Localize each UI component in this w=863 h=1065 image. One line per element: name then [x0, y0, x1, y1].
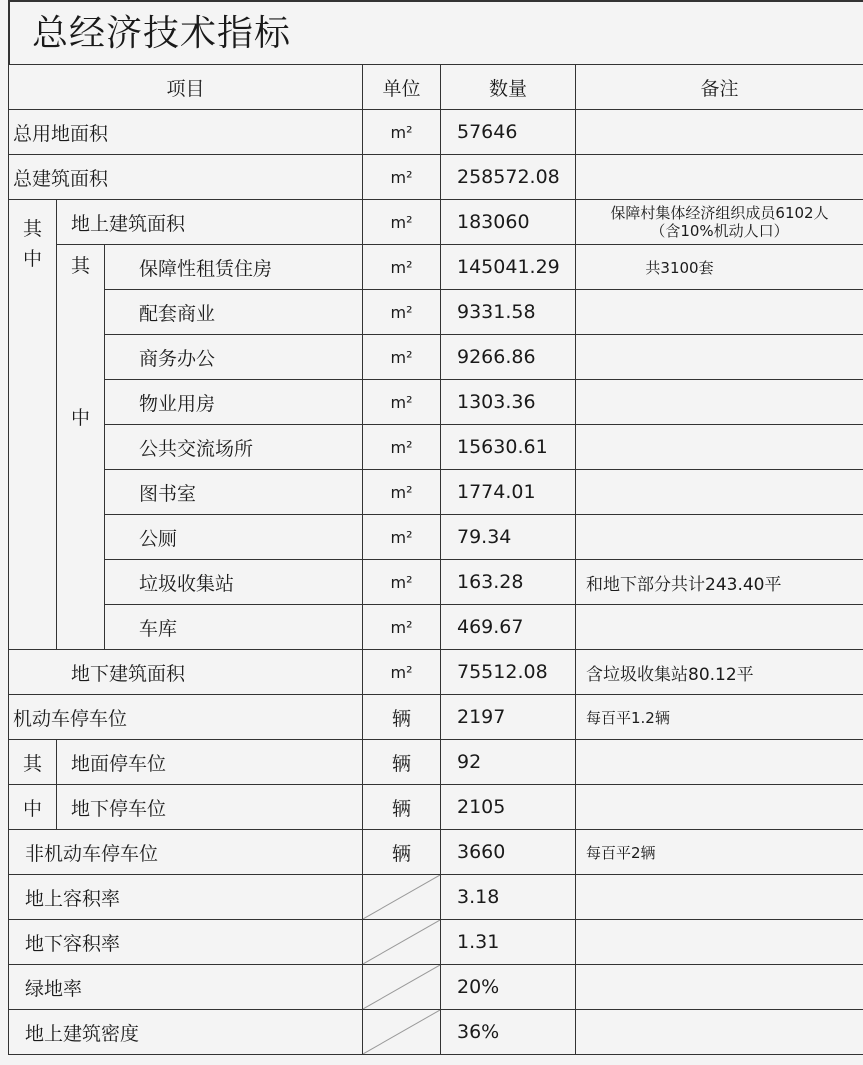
row-label: 物业用房	[105, 380, 363, 425]
row-unit: m²	[363, 605, 441, 650]
row-label: 地上建筑密度	[9, 1010, 363, 1055]
row-note	[576, 110, 863, 155]
row-qty: 3660	[441, 830, 576, 875]
row-unit: m²	[363, 155, 441, 200]
row-qty: 92	[441, 740, 576, 785]
row-label: 地下停车位	[57, 785, 363, 830]
row-note	[576, 740, 863, 785]
row-label: 机动车停车位	[9, 695, 363, 740]
row-unit: m²	[363, 380, 441, 425]
row-unit: m²	[363, 650, 441, 695]
row-unit: 辆	[363, 785, 441, 830]
table-row	[9, 965, 863, 1010]
row-note	[576, 875, 863, 920]
row-label: 配套商业	[105, 290, 363, 335]
table-row	[9, 335, 863, 380]
row-qty: 145041.29	[441, 245, 576, 290]
row-label: 垃圾收集站	[105, 560, 363, 605]
table-row	[9, 1010, 863, 1055]
row-label: 公共交流场所	[105, 425, 363, 470]
row-unit: m²	[363, 515, 441, 560]
row-qty: 9331.58	[441, 290, 576, 335]
row-unit: 辆	[363, 695, 441, 740]
row-unit: m²	[363, 245, 441, 290]
row-unit: m²	[363, 470, 441, 515]
row-label: 非机动车停车位	[9, 830, 363, 875]
row-qty: 3.18	[441, 875, 576, 920]
row-label: 地上容积率	[9, 875, 363, 920]
row-note	[576, 380, 863, 425]
slash-cell	[363, 875, 441, 920]
table-row	[9, 605, 863, 650]
table-row	[9, 200, 863, 245]
table-row	[9, 740, 863, 785]
row-label: 保障性租赁住房	[105, 245, 363, 290]
slash-cell	[363, 965, 441, 1010]
page-title: 总经济技术指标	[8, 0, 863, 64]
table-row	[9, 920, 863, 965]
row-qty: 2197	[441, 695, 576, 740]
row-unit: 辆	[363, 830, 441, 875]
row-qty: 1774.01	[441, 470, 576, 515]
row-qty: 1303.36	[441, 380, 576, 425]
table-row	[9, 110, 863, 155]
row-label: 总建筑面积	[9, 155, 363, 200]
table-row	[9, 245, 863, 290]
row-qty: 79.34	[441, 515, 576, 560]
row-unit: m²	[363, 335, 441, 380]
row-qty: 9266.86	[441, 335, 576, 380]
row-unit: m²	[363, 110, 441, 155]
table-row	[9, 695, 863, 740]
row-note	[576, 335, 863, 380]
row-note	[576, 605, 863, 650]
row-label: 地下容积率	[9, 920, 363, 965]
row-qty: 258572.08	[441, 155, 576, 200]
zhong-cell: 中	[9, 785, 57, 830]
row-note	[576, 1010, 863, 1055]
row-note	[576, 965, 863, 1010]
row-unit: m²	[363, 290, 441, 335]
row-qty: 20%	[441, 965, 576, 1010]
row-qty: 2105	[441, 785, 576, 830]
row-qty: 57646	[441, 110, 576, 155]
row-note: 含垃圾收集站80.12平	[576, 650, 863, 695]
row-note	[576, 425, 863, 470]
row-qty: 1.31	[441, 920, 576, 965]
row-qty: 163.28	[441, 560, 576, 605]
slash-cell	[363, 1010, 441, 1055]
header-qty: 数量	[441, 65, 576, 110]
slash-cell	[363, 920, 441, 965]
row-note: 和地下部分共计243.40平	[576, 560, 863, 605]
row-note	[576, 785, 863, 830]
row-note	[576, 920, 863, 965]
table-row	[9, 380, 863, 425]
qi-cell: 其	[9, 740, 57, 785]
table-header-row	[9, 65, 863, 110]
row-note	[576, 470, 863, 515]
row-label: 绿地率	[9, 965, 363, 1010]
table-row	[9, 875, 863, 920]
qizhong-cell: 其 中	[9, 200, 57, 650]
row-unit: m²	[363, 200, 441, 245]
row-unit: m²	[363, 560, 441, 605]
row-note: 每百平1.2辆	[576, 695, 863, 740]
row-note: 每百平2辆	[576, 830, 863, 875]
row-unit: m²	[363, 425, 441, 470]
row-label: 地面停车位	[57, 740, 363, 785]
row-label: 商务办公	[105, 335, 363, 380]
table-row	[9, 560, 863, 605]
row-note	[576, 515, 863, 560]
indicator-table	[8, 64, 863, 1055]
table-row	[9, 155, 863, 200]
row-qty: 15630.61	[441, 425, 576, 470]
header-note: 备注	[576, 65, 863, 110]
table-row	[9, 470, 863, 515]
table-row	[9, 425, 863, 470]
row-label: 总用地面积	[9, 110, 363, 155]
qizhong-inner-cell: 其 中	[57, 245, 105, 650]
table-row	[9, 515, 863, 560]
row-label: 图书室	[105, 470, 363, 515]
row-note	[576, 155, 863, 200]
row-label: 车库	[105, 605, 363, 650]
row-qty: 183060	[441, 200, 576, 245]
table-row	[9, 785, 863, 830]
row-label: 地上建筑面积	[57, 200, 363, 245]
row-label: 公厕	[105, 515, 363, 560]
row-label: 地下建筑面积	[9, 650, 363, 695]
table-row	[9, 650, 863, 695]
row-qty: 75512.08	[441, 650, 576, 695]
row-note	[576, 290, 863, 335]
row-unit: 辆	[363, 740, 441, 785]
row-note: 共3100套	[576, 245, 863, 290]
table-row	[9, 830, 863, 875]
header-unit: 单位	[363, 65, 441, 110]
row-qty: 469.67	[441, 605, 576, 650]
row-note: 保障村集体经济组织成员6102人 （含10%机动人口）	[576, 200, 863, 245]
header-item: 项目	[9, 65, 363, 110]
row-qty: 36%	[441, 1010, 576, 1055]
table-row	[9, 290, 863, 335]
